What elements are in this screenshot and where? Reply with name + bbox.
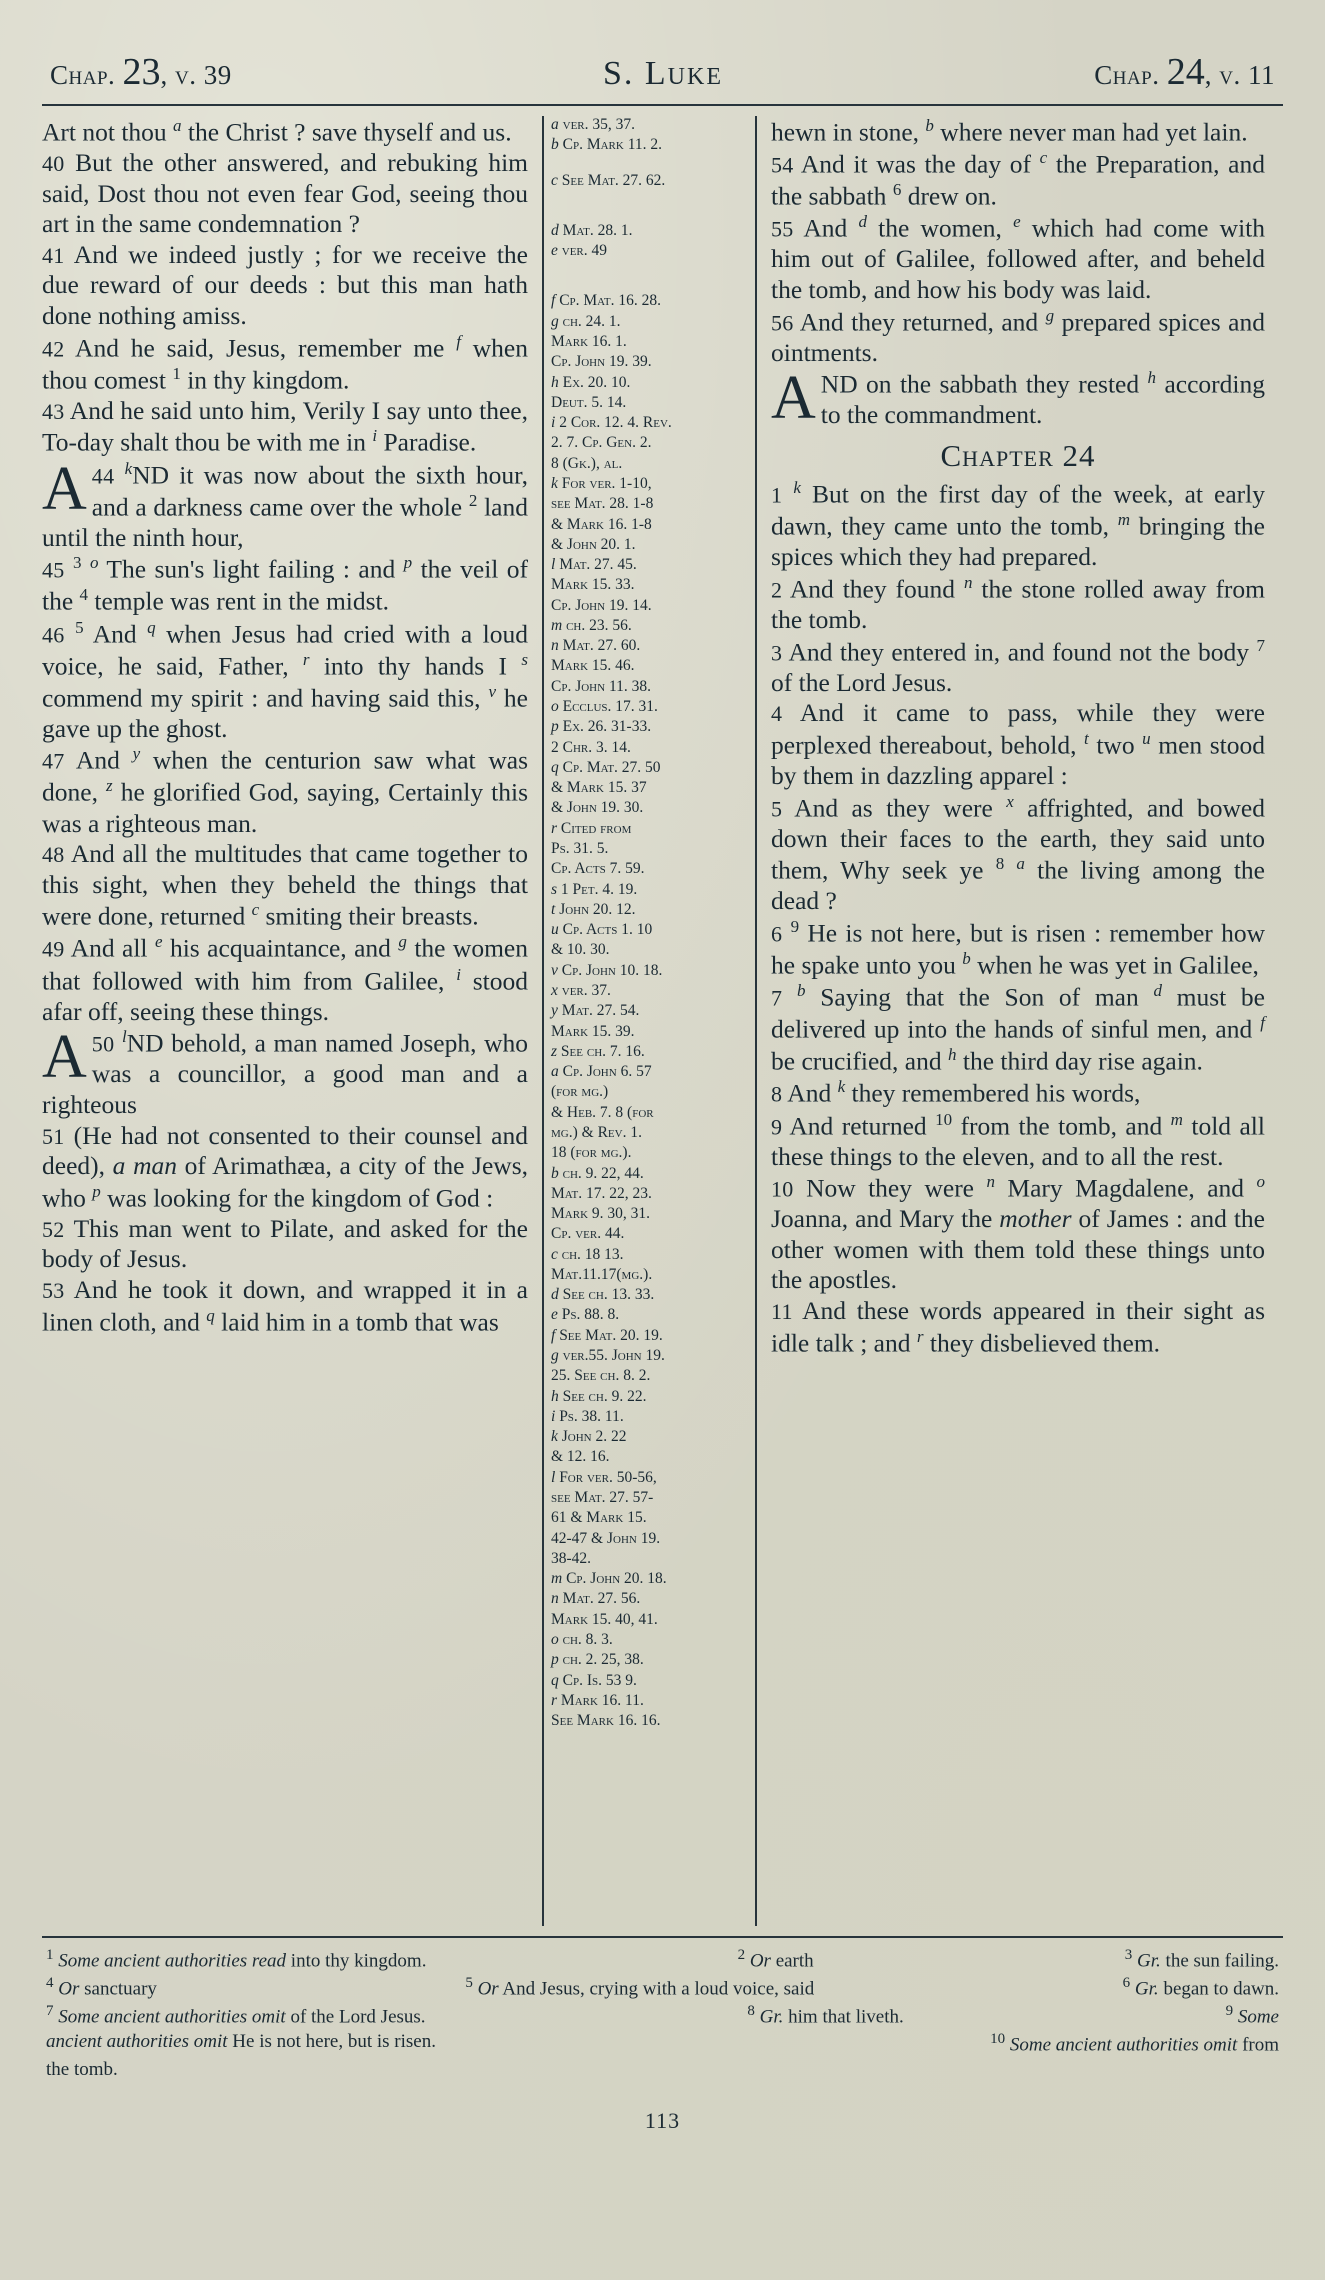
footnote-3: $^3$ Gr. the sun failing. bbox=[1124, 1947, 1279, 1972]
cross-reference-note: Cp. John 19. 39. bbox=[551, 353, 652, 371]
page-body bbox=[42, 116, 1283, 1926]
cross-reference-note: t John 20. 12. bbox=[551, 900, 636, 918]
cross-reference-note: e Ps. 88. 8. bbox=[551, 1306, 620, 1324]
verse-paragraph: 4 And it came to pass, while they were perplexed thereabout, behold, $^t$ two $^u$ men stood by them in dazzling apparel : bbox=[771, 698, 1265, 790]
footnote-2: $^2$ Or earth bbox=[737, 1947, 814, 1972]
cross-reference-note: p Ex. 26. 31-33. bbox=[551, 718, 652, 736]
footnote-4: $^4$ Or sanctuary bbox=[46, 1975, 157, 2000]
verse-paragraph: 8 And $^k$ they remembered his words, bbox=[771, 1077, 1141, 1108]
cross-reference-note: u Cp. Acts 1. 10 bbox=[551, 921, 653, 939]
verse-paragraph: 5 And as they were $^x$ affrighted, and bowed down their faces to the earth, they said unto them, Why seek ye $^8$ $^a$ the living among the dead ? bbox=[771, 791, 1266, 916]
cross-reference-note: 18 (for mg.). bbox=[551, 1144, 632, 1162]
verse-paragraph: 1 $^k$ But on the first day of the week, at early dawn, they came unto the tomb, $^m$ bringing the spices which they had prepared. bbox=[771, 478, 1266, 572]
cross-reference-note: b ch. 9. 22, 44. bbox=[551, 1164, 644, 1182]
verse-paragraph: 50 $^l$ A ND behold, a man named Joseph, who was a councillor, a good man and a righteous bbox=[42, 1027, 528, 1119]
cross-reference-note: q Cp. Is. 53 9. bbox=[551, 1671, 637, 1689]
verse-paragraph: 44 $^k$ A ND it was now about the sixth hour, and a darkness came over the whole $^2$ land until the ninth hour, bbox=[42, 458, 528, 552]
verse-paragraph: 10 Now they were $^n$ Mary Magdalene, and $^o$ Joanna, and Mary the mother of James : and the other women with them told these things unto the apostles. bbox=[771, 1172, 1265, 1295]
cross-reference-note: see Mat. 27. 57- bbox=[551, 1489, 654, 1506]
cross-reference-note: h Ex. 20. 10. bbox=[551, 373, 631, 391]
cross-reference-note: o ch. 8. 3. bbox=[551, 1630, 613, 1648]
footnote-1: $^1$ Some ancient authorities read into thy kingdom. bbox=[46, 1947, 427, 1972]
running-head-right-verse: , v. 11 bbox=[1204, 60, 1275, 90]
cross-reference-note: & John 20. 1. bbox=[551, 535, 636, 553]
cross-reference-note: h See ch. 9. 22. bbox=[551, 1387, 647, 1405]
cross-reference-note: Ps. 31. 5. bbox=[551, 840, 609, 857]
footnote-line bbox=[46, 2002, 1279, 2029]
footnote-10: $^{10}$ Some ancient authorities omit from bbox=[990, 2031, 1279, 2056]
note-spacer bbox=[551, 207, 748, 222]
verse-paragraph: 53 And he took it down, and wrapped it in a linen cloth, and $^q$ laid him in a tomb that was bbox=[42, 1274, 528, 1337]
cross-reference-note: o Ecclus. 17. 31. bbox=[551, 698, 658, 716]
footnote-5: $^5$ Or And Jesus, crying with a loud voice, said bbox=[465, 1975, 815, 2000]
cross-reference-note: f Cp. Mat. 16. 28. bbox=[551, 292, 661, 310]
cross-reference-note: r Mark 16. 11. bbox=[551, 1691, 644, 1709]
cross-reference-note: e ver. 49 bbox=[551, 242, 608, 260]
cross-reference-note: k John 2. 22 bbox=[551, 1428, 627, 1446]
cross-reference-note: Cp. Acts 7. 59. bbox=[551, 860, 645, 878]
footnote-line bbox=[46, 1974, 1279, 2001]
verse-paragraph: 9 And returned $^{10}$ from the tomb, and $^m$ told all these things to the eleven, and to all the rest. bbox=[771, 1109, 1265, 1171]
cross-reference-note: d See ch. 13. 33. bbox=[551, 1286, 655, 1304]
cross-reference-note: & Mark 15. 37 bbox=[551, 779, 647, 797]
verse-paragraph: hewn in stone, $^b$ where never man had yet lain. bbox=[771, 116, 1248, 147]
cross-reference-note: Mark 15. 46. bbox=[551, 657, 635, 675]
cross-reference-note: & 10. 30. bbox=[551, 941, 610, 959]
cross-reference-note: Mark 15. 33. bbox=[551, 576, 635, 594]
note-spacer bbox=[551, 157, 748, 172]
footnote-9-cont: ancient authorities omit He is not here, but is risen. bbox=[46, 2031, 436, 2053]
footnote-7: $^7$ Some ancient authorities omit of the Lord Jesus. bbox=[46, 2003, 426, 2028]
verse-paragraph: 45 $^3$ $^o$ The sun's light failing : and $^p$ the veil of the $^4$ temple was rent in the midst. bbox=[42, 553, 529, 616]
verse-paragraph: 3 And they entered in, and found not the body $^7$ of the Lord Jesus. bbox=[771, 635, 1265, 697]
cross-reference-note: l Mat. 27. 45. bbox=[551, 556, 637, 574]
cross-reference-note: & Heb. 7. 8 (for bbox=[551, 1103, 654, 1121]
page-number: 113 bbox=[644, 2108, 681, 2134]
cross-reference-note: & Mark 16. 1-8 bbox=[551, 515, 652, 533]
cross-reference-note: 8 (Gk.), al. bbox=[551, 454, 623, 472]
cross-reference-note: q Cp. Mat. 27. 50 bbox=[551, 758, 661, 776]
verse-paragraph: Art not thou $^a$ the Christ ? save thyself and us. bbox=[42, 116, 512, 147]
cross-reference-note: & 12. 16. bbox=[551, 1448, 610, 1466]
cross-reference-note: Mat.11.17(mg.). bbox=[551, 1265, 653, 1283]
cross-reference-note: & John 19. 30. bbox=[551, 799, 644, 817]
cross-reference-note: 61 & Mark 15. bbox=[551, 1509, 647, 1527]
cross-reference-note: n Mat. 27. 56. bbox=[551, 1590, 641, 1608]
text-column-left bbox=[42, 116, 542, 1926]
cross-reference-note: mg.) & Rev. 1. bbox=[551, 1123, 642, 1141]
running-head-right-chapter: 24 bbox=[1166, 51, 1205, 93]
verse-paragraph: 47 And $^y$ when the centurion saw what was done, $^z$ he glorified God, saying, Certainly this was a righteous man. bbox=[42, 744, 528, 838]
cross-reference-note: i Ps. 38. 11. bbox=[551, 1407, 624, 1425]
footnote-9: $^9$ Some bbox=[1225, 2003, 1279, 2028]
footnote-line bbox=[46, 2030, 1279, 2057]
cross-reference-note: a Cp. John 6. 57 bbox=[551, 1063, 652, 1081]
cross-reference-note: p ch. 2. 25, 38. bbox=[551, 1651, 644, 1669]
verse-paragraph: 2 And they found $^n$ the stone rolled away from the tomb. bbox=[771, 572, 1266, 634]
verse-paragraph: 52 This man went to Pilate, and asked for the body of Jesus. bbox=[42, 1213, 528, 1274]
cross-reference-note: See Mark 16. 16. bbox=[551, 1712, 661, 1730]
cross-reference-note: d Mat. 28. 1. bbox=[551, 221, 633, 239]
verse-paragraph: 40 But the other answered, and rebuking him said, Dost thou not even fear God, seeing thou art in the same condemnation ? bbox=[42, 148, 528, 239]
running-head-right-prefix: Chap. bbox=[1094, 60, 1160, 90]
cross-reference-note: Mark 16. 1. bbox=[551, 332, 627, 350]
cross-reference-note: c ch. 18 13. bbox=[551, 1245, 624, 1263]
verse-paragraph: 43 And he said unto him, Verily I say unto thee, To-day shalt thou be with me in $^i$ Paradise. bbox=[42, 395, 528, 457]
footnote-10-cont: the tomb. bbox=[46, 2059, 118, 2081]
chapter-heading: Chapter 24 bbox=[940, 437, 1096, 473]
verse-paragraph: 41 And we indeed justly ; for we receive the due reward of our deeds : but this man hath done nothing amiss. bbox=[42, 239, 528, 331]
footnotes bbox=[42, 1946, 1283, 2082]
text-column-right bbox=[757, 116, 1265, 1926]
running-head bbox=[42, 50, 1283, 102]
cross-reference-note: x ver. 37. bbox=[551, 981, 611, 999]
cross-reference-note: Cp. John 11. 38. bbox=[551, 677, 651, 695]
footnote-8: $^8$ Gr. him that liveth. bbox=[747, 2003, 904, 2028]
cross-reference-note: g ch. 24. 1. bbox=[551, 312, 621, 330]
cross-reference-note: i 2 Cor. 12. 4. Rev. bbox=[551, 414, 672, 432]
note-spacer bbox=[551, 277, 748, 292]
running-head-left-verse: , v. 39 bbox=[160, 60, 232, 90]
verse-paragraph: 56 And they returned, and $^g$ prepared spices and ointments. bbox=[771, 305, 1265, 367]
running-head-left bbox=[50, 50, 232, 94]
verse-paragraph: 42 And he said, Jesus, remember me $^f$ when thou comest $^1$ in thy kingdom. bbox=[42, 331, 528, 395]
note-spacer bbox=[551, 192, 748, 207]
verse-paragraph: 51 (He had not consented to their counsel and deed), a man of Arimathæa, a city of the Jews, who $^p$ was looking for the kingdom of God : bbox=[42, 1120, 529, 1213]
cross-reference-note: Mark 15. 39. bbox=[551, 1022, 635, 1040]
cross-reference-note: k For ver. 1-10, bbox=[551, 474, 652, 492]
cross-reference-note: b Cp. Mark 11. 2. bbox=[551, 136, 663, 154]
cross-reference-note: n Mat. 27. 60. bbox=[551, 637, 641, 655]
verse-paragraph: 11 And these words appeared in their sight as idle talk ; and $^r$ they disbelieved them. bbox=[771, 1296, 1265, 1358]
verse-paragraph: 6 $^9$ He is not here, but is risen : remember how he spake unto you $^b$ when he was yet in Galilee, bbox=[771, 916, 1265, 980]
footnote-line bbox=[46, 1946, 1279, 1973]
verse-paragraph: 7 $^b$ Saying that the Son of man $^d$ must be delivered up into the hands of sinful men, and $^f$ be crucified, and $^h$ the third day rise again. bbox=[771, 981, 1265, 1076]
cross-reference-note: 2. 7. Cp. Gen. 2. bbox=[551, 434, 652, 452]
cross-reference-note: 25. See ch. 8. 2. bbox=[551, 1367, 651, 1385]
cross-reference-note: y Mat. 27. 54. bbox=[551, 1002, 640, 1020]
cross-reference-note: Mark 15. 40, 41. bbox=[551, 1610, 658, 1628]
verse-paragraph: 49 And all $^e$ his acquaintance, and $^g$ the women that followed with him from Galilee, $^i$ stood afar off, seeing these things. bbox=[42, 932, 529, 1026]
cross-reference-note: see Mat. 28. 1-8 bbox=[551, 495, 654, 513]
cross-reference-note: 38-42. bbox=[551, 1549, 592, 1567]
cross-reference-note: Mat. 17. 22, 23. bbox=[551, 1184, 652, 1202]
verse-paragraph: 48 And all the multitudes that came together to this sight, when they beheld the things that were done, returned $^c$ smiting their breasts. bbox=[42, 839, 528, 931]
footnote-6: $^6$ Gr. began to dawn. bbox=[1122, 1975, 1279, 2000]
running-head-left-prefix: Chap. bbox=[50, 60, 116, 90]
cross-reference-note: Deut. 5. 14. bbox=[551, 393, 627, 411]
verse-paragraph: 55 And $^d$ the women, $^e$ which had come with him out of Galilee, followed after, and beheld the tomb, and how his body was laid. bbox=[771, 212, 1265, 304]
cross-reference-note: c See Mat. 27. 62. bbox=[551, 171, 666, 189]
cross-reference-column bbox=[542, 116, 757, 1926]
cross-reference-note: 42-47 & John 19. bbox=[551, 1529, 661, 1547]
book-title: S. Luke bbox=[602, 55, 723, 92]
running-head-left-chapter: 23 bbox=[122, 51, 161, 93]
header-rule bbox=[42, 104, 1283, 106]
cross-reference-note: Cp. ver. 44. bbox=[551, 1225, 625, 1243]
cross-reference-note: a ver. 35, 37. bbox=[551, 116, 635, 133]
running-head-right bbox=[1094, 50, 1275, 94]
cross-reference-note: r Cited from bbox=[551, 819, 632, 837]
cross-reference-note: g ver.55. John 19. bbox=[551, 1347, 665, 1365]
cross-reference-note: m ch. 23. 56. bbox=[551, 616, 632, 634]
cross-reference-note: z See ch. 7. 16. bbox=[551, 1042, 645, 1060]
cross-reference-note: (for mg.) bbox=[551, 1083, 609, 1101]
cross-reference-note: 2 Chr. 3. 14. bbox=[551, 738, 631, 756]
footnote-line bbox=[46, 2058, 1279, 2082]
note-spacer bbox=[551, 262, 748, 277]
verse-paragraph: 46 $^5$ And $^q$ when Jesus had cried with a loud voice, he said, Father, $^r$ into thy hands I $^s$ commend my spirit : and having said this, $^v$ he gave up the ghost. bbox=[42, 617, 529, 743]
cross-reference-note: m Cp. John 20. 18. bbox=[551, 1570, 667, 1588]
cross-reference-note: Mark 9. 30, 31. bbox=[551, 1205, 651, 1223]
cross-reference-note: s 1 Pet. 4. 19. bbox=[551, 880, 638, 898]
cross-reference-note: v Cp. John 10. 18. bbox=[551, 961, 663, 979]
cross-reference-note: l For ver. 50-56, bbox=[551, 1468, 657, 1486]
verse-paragraph: 54 And it was the day of $^c$ the Preparation, and the sabbath $^6$ drew on. bbox=[771, 148, 1265, 211]
cross-reference-note: Cp. John 19. 14. bbox=[551, 596, 652, 614]
footer-rule bbox=[42, 1936, 1283, 1938]
cross-reference-note: f See Mat. 20. 19. bbox=[551, 1326, 663, 1344]
verse-paragraph: AND on the sabbath they rested $^h$ according to the commandment. bbox=[771, 368, 1265, 431]
